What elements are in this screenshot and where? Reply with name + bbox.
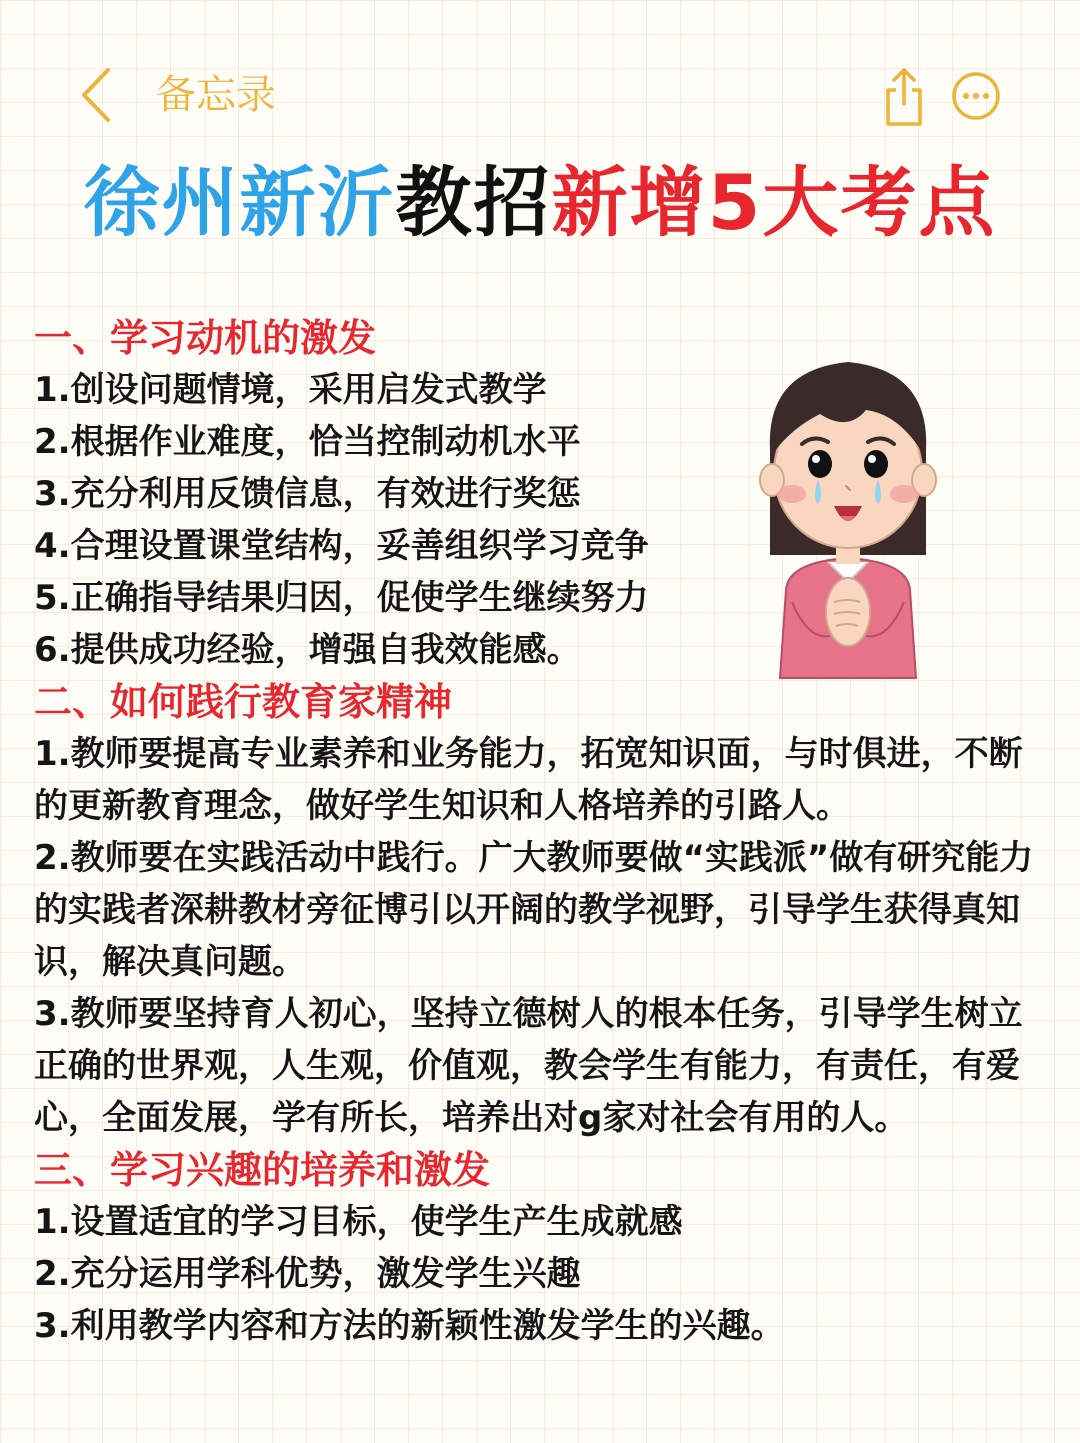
list-item: 3.教师要坚持育人初心，坚持立德树人的根本任务，引导学生树立正确的世界观，人生观，价值观，教会学生有能力，有责任，有爱心，全面发展，学有所长，培养出对g家对社会有用的人。 bbox=[34, 994, 1023, 1138]
list-item: 1.教师要提高专业素养和业务能力，拓宽知识面，与时俱进，不断的更新教育理念，做好学生知识和人格培养的引路人。 bbox=[34, 734, 1023, 826]
chevron-left-icon bbox=[70, 60, 130, 130]
list-item: 3.利用教学内容和方法的新颖性激发学生的兴趣。 bbox=[34, 1306, 785, 1346]
list-item: 2.教师要在实践活动中践行。广大教师要做“实践派”做有研究能力的实践者深耕教材旁征博引以开阔的教学视野，引导学生获得真知识，解决真问题。 bbox=[34, 838, 1034, 982]
nav-title: 备忘录 bbox=[156, 72, 276, 118]
list-item: 1.创设问题情境，采用启发式教学 bbox=[34, 370, 547, 410]
section-2 bbox=[34, 676, 1049, 1144]
section-title: 三、学习兴趣的培养和激发 bbox=[34, 1148, 491, 1192]
crying-woman-illustration bbox=[748, 340, 948, 685]
list-item: 3.充分利用反馈信息，有效进行奖惩 bbox=[34, 474, 581, 514]
nav-bar bbox=[0, 50, 1080, 140]
title-part-exam: 教招 bbox=[395, 158, 552, 247]
list-item: 1.设置适宜的学习目标，使学生产生成就感 bbox=[34, 1202, 683, 1242]
list-item: 5.正确指导结果归因，促使学生继续努力 bbox=[34, 578, 649, 618]
list-item: 2.根据作业难度，恰当控制动机水平 bbox=[34, 422, 581, 462]
title-part-highlight: 新增5大考点 bbox=[551, 158, 997, 247]
section-3 bbox=[34, 1144, 1049, 1352]
page-title bbox=[0, 148, 1080, 258]
crying-woman-clasped-hands-icon bbox=[748, 340, 948, 685]
list-item: 6.提供成功经验，增强自我效能感。 bbox=[34, 630, 581, 670]
share-icon bbox=[878, 64, 930, 130]
section-title: 一、学习动机的激发 bbox=[34, 316, 377, 360]
title-part-location: 徐州新沂 bbox=[83, 158, 396, 247]
more-button[interactable] bbox=[950, 70, 1002, 122]
list-item: 2.充分运用学科优势，激发学生兴趣 bbox=[34, 1254, 581, 1294]
section-title: 二、如何践行教育家精神 bbox=[34, 680, 453, 724]
list-item: 4.合理设置课堂结构，妥善组织学习竞争 bbox=[34, 526, 649, 566]
more-icon bbox=[950, 70, 1002, 122]
share-button[interactable] bbox=[878, 64, 930, 130]
back-button[interactable] bbox=[70, 60, 130, 130]
